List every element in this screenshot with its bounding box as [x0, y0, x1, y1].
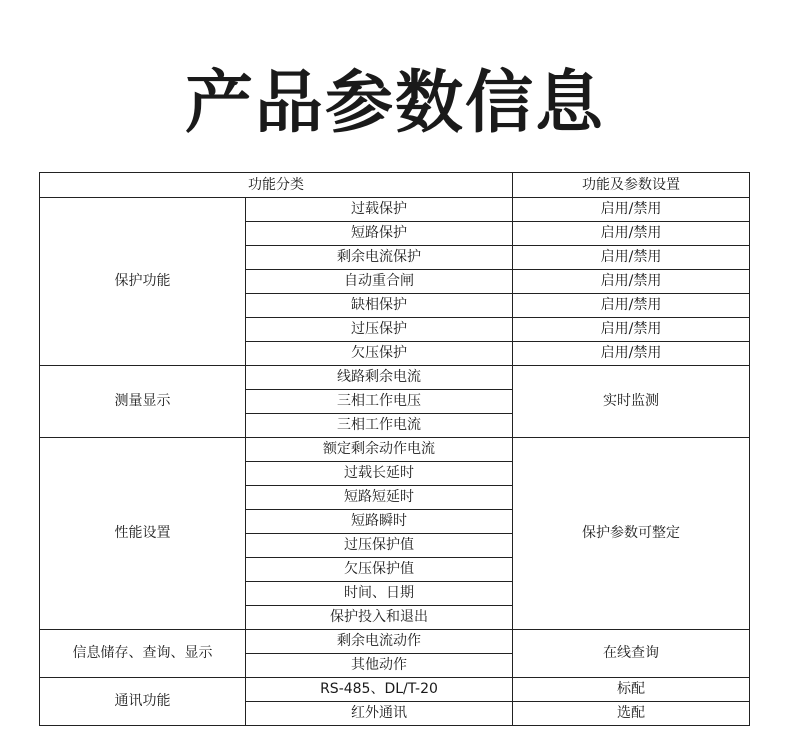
- category-cell: 性能设置: [40, 438, 246, 630]
- setting-cell: 启用/禁用: [513, 294, 750, 318]
- item-cell: 保护投入和退出: [246, 606, 513, 630]
- header-category: 功能分类: [40, 173, 513, 198]
- item-cell: 欠压保护: [246, 342, 513, 366]
- item-cell: 过压保护值: [246, 534, 513, 558]
- item-cell: 红外通讯: [246, 702, 513, 726]
- setting-cell: 标配: [513, 678, 750, 702]
- setting-cell: 启用/禁用: [513, 246, 750, 270]
- page-title: 产品参数信息: [184, 64, 605, 143]
- setting-cell: 启用/禁用: [513, 270, 750, 294]
- item-cell: 过载长延时: [246, 462, 513, 486]
- setting-cell: 保护参数可整定: [513, 438, 750, 630]
- table-row: [40, 630, 750, 654]
- item-cell: 欠压保护值: [246, 558, 513, 582]
- table-header-row: [40, 173, 750, 198]
- table-row: [40, 678, 750, 702]
- header-setting: 功能及参数设置: [513, 173, 750, 198]
- category-cell: 保护功能: [40, 198, 246, 366]
- item-cell: 线路剩余电流: [246, 366, 513, 390]
- item-cell: 短路保护: [246, 222, 513, 246]
- item-cell: 缺相保护: [246, 294, 513, 318]
- item-cell: 短路短延时: [246, 486, 513, 510]
- item-cell: 过压保护: [246, 318, 513, 342]
- category-cell: 测量显示: [40, 366, 246, 438]
- item-cell: 其他动作: [246, 654, 513, 678]
- setting-cell: 选配: [513, 702, 750, 726]
- item-cell: 自动重合闸: [246, 270, 513, 294]
- item-cell: 额定剩余动作电流: [246, 438, 513, 462]
- setting-cell: 在线查询: [513, 630, 750, 678]
- table-row: [40, 366, 750, 390]
- category-cell: 通讯功能: [40, 678, 246, 726]
- item-cell: 过载保护: [246, 198, 513, 222]
- setting-cell: 启用/禁用: [513, 222, 750, 246]
- item-cell: 剩余电流动作: [246, 630, 513, 654]
- item-cell: 剩余电流保护: [246, 246, 513, 270]
- setting-cell: 启用/禁用: [513, 318, 750, 342]
- item-cell: 短路瞬时: [246, 510, 513, 534]
- setting-cell: 启用/禁用: [513, 198, 750, 222]
- item-cell: 三相工作电压: [246, 390, 513, 414]
- parameter-table: [39, 172, 750, 726]
- table-row: [40, 198, 750, 222]
- setting-cell: 启用/禁用: [513, 342, 750, 366]
- setting-cell: 实时监测: [513, 366, 750, 438]
- item-cell: 时间、日期: [246, 582, 513, 606]
- table-row: [40, 438, 750, 462]
- item-cell: RS-485、DL/T-20: [246, 678, 513, 702]
- category-cell: 信息储存、查询、显示: [40, 630, 246, 678]
- item-cell: 三相工作电流: [246, 414, 513, 438]
